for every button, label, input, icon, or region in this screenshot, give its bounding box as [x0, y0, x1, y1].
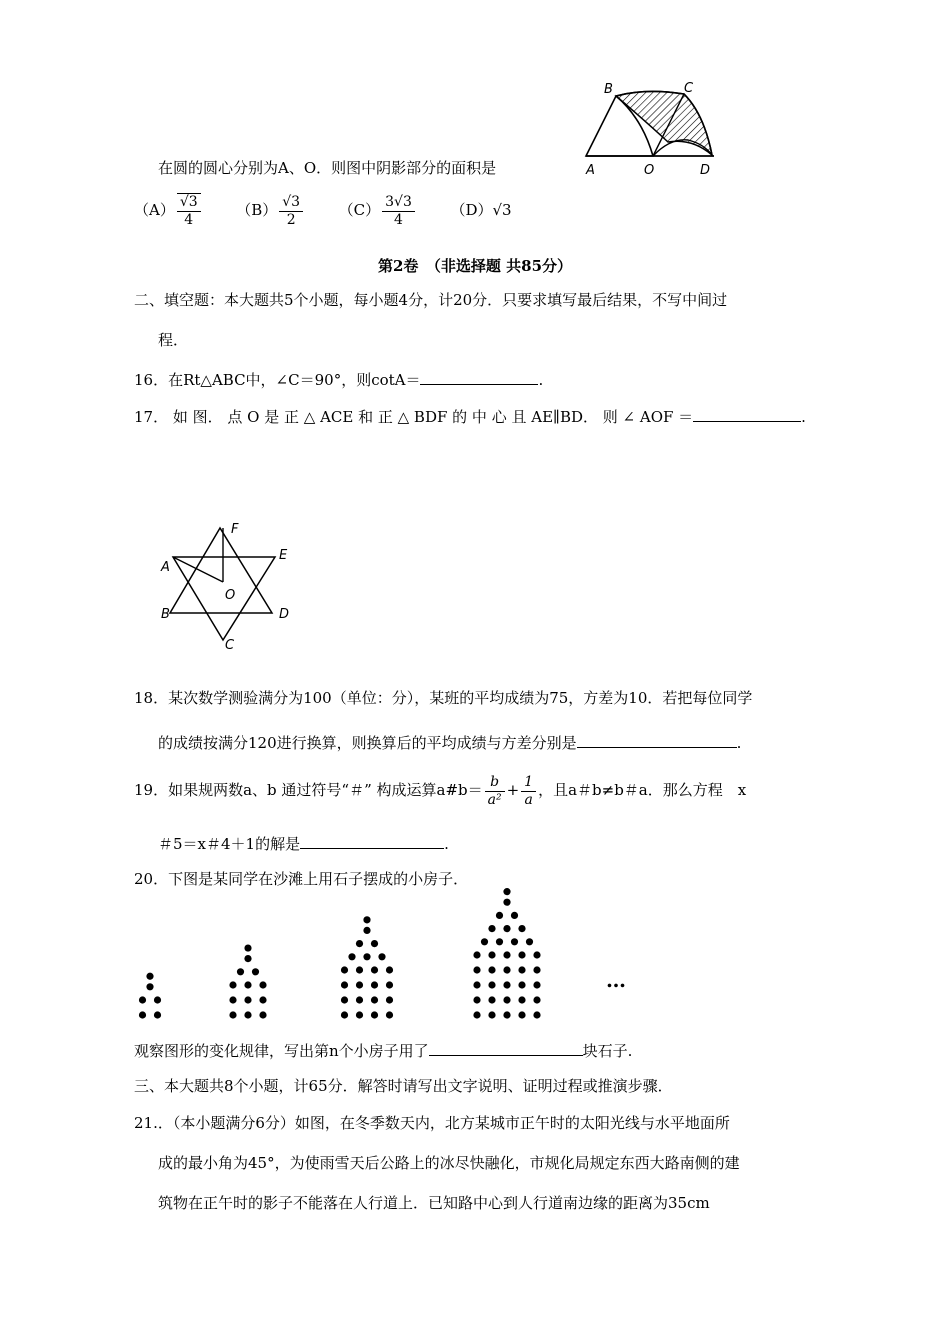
- stone-dot: [341, 996, 348, 1003]
- stone-dot: [503, 951, 510, 958]
- stone-dot: [356, 966, 363, 973]
- stone-dot: [139, 1011, 146, 1018]
- stone-dot: [363, 916, 370, 923]
- stone-dot: [473, 1011, 480, 1018]
- stone-dot: [386, 966, 393, 973]
- volume-title: 第2卷 （非选择题 共85分）: [377, 257, 573, 275]
- stone-dot: [356, 981, 363, 988]
- label-O: O: [225, 588, 236, 603]
- stone-dot: [341, 966, 348, 973]
- q17: 17． 如 图． 点 O 是 正 △ ACE 和 正 △ BDF 的 中 心 且 AE∥BD． 则 ∠ AOF ＝ .: [134, 405, 806, 427]
- stone-dot: [244, 944, 251, 951]
- section2-line2: 程．: [158, 331, 189, 349]
- stone-dot: [341, 1011, 348, 1018]
- q21-line3: 筑物在正午时的影子不能落在人行道上．已知路中心到人行道南边缘的距离为35cm: [158, 1194, 710, 1212]
- stone-dot: [229, 981, 236, 988]
- q20-text: 20．下图是某同学在沙滩上用石子摆成的小房子．: [134, 870, 469, 888]
- stone-dot: [356, 940, 363, 947]
- stone-houses-figure: [130, 895, 650, 1025]
- q18-line2: 的成绩按满分120进行换算，则换算后的平均成绩与方差分别是 .: [158, 731, 741, 753]
- label-C: C: [684, 81, 694, 96]
- stone-dot: [146, 983, 153, 990]
- label-D: D: [700, 163, 711, 178]
- label-E: E: [279, 548, 288, 563]
- q16: 16．在Rt△ABC中，∠C＝90°，则cotA＝ .: [134, 368, 543, 390]
- q19-line2: ＃5＝x＃4＋1的解是 .: [158, 832, 449, 854]
- q15-options: （A） $\frac{√3}{4}$ （B） $\frac{√3}{2}$ （C） $\frac{3√3}{4}$ （D）√3: [134, 193, 512, 228]
- stone-dot: [488, 996, 495, 1003]
- stone-dot: [259, 1011, 266, 1018]
- label-D: D: [279, 607, 290, 622]
- q16-blank[interactable]: [420, 368, 538, 385]
- stone-dot: [503, 981, 510, 988]
- label-C: C: [225, 638, 235, 653]
- stone-dot: [518, 981, 525, 988]
- stone-dot: [488, 981, 495, 988]
- stone-dot: [386, 1011, 393, 1018]
- stone-dot: [518, 951, 525, 958]
- stone-dot: [473, 996, 480, 1003]
- stone-dot: [481, 938, 488, 945]
- stone-dot: [496, 938, 503, 945]
- stone-dot: [533, 1011, 540, 1018]
- label-B: B: [161, 607, 170, 622]
- stone-dot: [139, 996, 146, 1003]
- stone-dot: [473, 951, 480, 958]
- stone-dot: [503, 1011, 510, 1018]
- stone-dot: [526, 938, 533, 945]
- stone-dot: [341, 981, 348, 988]
- stone-dot: [533, 996, 540, 1003]
- label-O: O: [644, 163, 655, 178]
- q20-blank[interactable]: [429, 1039, 583, 1056]
- stone-dot: [533, 951, 540, 958]
- section2-line1: 二、填空题：本大题共5个小题，每小题4分，计20分．只要求填写最后结果，不写中间过: [134, 291, 728, 309]
- stone-dot: [518, 996, 525, 1003]
- label-F: F: [231, 522, 239, 537]
- stone-dot: [378, 953, 385, 960]
- stone-dot: [229, 1011, 236, 1018]
- stone-dot: [473, 966, 480, 973]
- star-of-david-figure: [155, 520, 295, 653]
- label-A: A: [161, 560, 170, 575]
- stone-dot: [259, 996, 266, 1003]
- stone-dot: [244, 1011, 251, 1018]
- stone-dot: [511, 938, 518, 945]
- q18-blank[interactable]: [577, 731, 737, 748]
- stone-dot: [146, 973, 153, 980]
- stone-dot: [371, 1011, 378, 1018]
- stone-dot: [488, 966, 495, 973]
- stone-dot: [356, 996, 363, 1003]
- stone-dot: [488, 951, 495, 958]
- stone-dot: [386, 996, 393, 1003]
- stone-dot: [511, 912, 518, 919]
- q21-line2: 成的最小角为45°，为使雨雪天后公路上的冰尽快融化，市规化局规定东西大路南侧的建: [158, 1154, 740, 1172]
- stone-dot: [533, 966, 540, 973]
- stone-dot: [503, 996, 510, 1003]
- label-B: B: [604, 82, 613, 97]
- stone-dot: [518, 1011, 525, 1018]
- stone-dot: [363, 953, 370, 960]
- stone-dot: [363, 927, 370, 934]
- stone-dot: [252, 968, 259, 975]
- sector-shaded-figure: [580, 80, 740, 180]
- stone-dot: [503, 925, 510, 932]
- stone-dot: [473, 981, 480, 988]
- q20-ellipsis: …: [606, 968, 626, 992]
- stone-dot: [503, 899, 510, 906]
- stone-dot: [386, 981, 393, 988]
- stone-dot: [488, 1011, 495, 1018]
- stone-dot: [237, 968, 244, 975]
- stone-dot: [229, 996, 236, 1003]
- label-A: A: [586, 163, 595, 178]
- q21-line1: 21.．（本小题满分6分）如图，在冬季数天内，北方某城市正午时的太阳光线与水平地面所: [134, 1114, 730, 1132]
- section3-text: 三、本大题共8个小题，计65分．解答时请写出文字说明、证明过程或推演步骤．: [134, 1077, 673, 1095]
- stone-dot: [244, 955, 251, 962]
- q19-blank[interactable]: [300, 832, 444, 849]
- stone-dot: [356, 1011, 363, 1018]
- stone-dot: [244, 981, 251, 988]
- stone-dot: [244, 996, 251, 1003]
- q15-text: 在圆的圆心分别为A、O．则图中阴影部分的面积是: [158, 159, 497, 177]
- stone-dot: [371, 996, 378, 1003]
- stone-dot: [503, 966, 510, 973]
- stone-dot: [496, 912, 503, 919]
- stone-dot: [154, 996, 161, 1003]
- stone-dot: [371, 981, 378, 988]
- stone-dot: [518, 966, 525, 973]
- q18-line1: 18．某次数学测验满分为100（单位：分），某班的平均成绩为75，方差为10．若把每位同学: [134, 689, 753, 707]
- stone-dot: [533, 981, 540, 988]
- stone-dot: [371, 966, 378, 973]
- stone-dot: [371, 940, 378, 947]
- stone-dot: [503, 888, 510, 895]
- stone-dot: [348, 953, 355, 960]
- stone-dot: [259, 981, 266, 988]
- q19-line1: 19．如果规两数a、b 通过符号“＃” 构成运算a#b＝ $\frac{b}{\text{a²}}$ + $\frac{1}{a}$ ，且a＃b≠b＃a．那么方程 x: [134, 773, 747, 808]
- stone-dot: [154, 1011, 161, 1018]
- stone-dot: [518, 925, 525, 932]
- stone-dot: [488, 925, 495, 932]
- q20-line2: 观察图形的变化规律，写出第n个小房子用了 块石子.: [134, 1039, 632, 1061]
- q17-blank[interactable]: [693, 405, 801, 422]
